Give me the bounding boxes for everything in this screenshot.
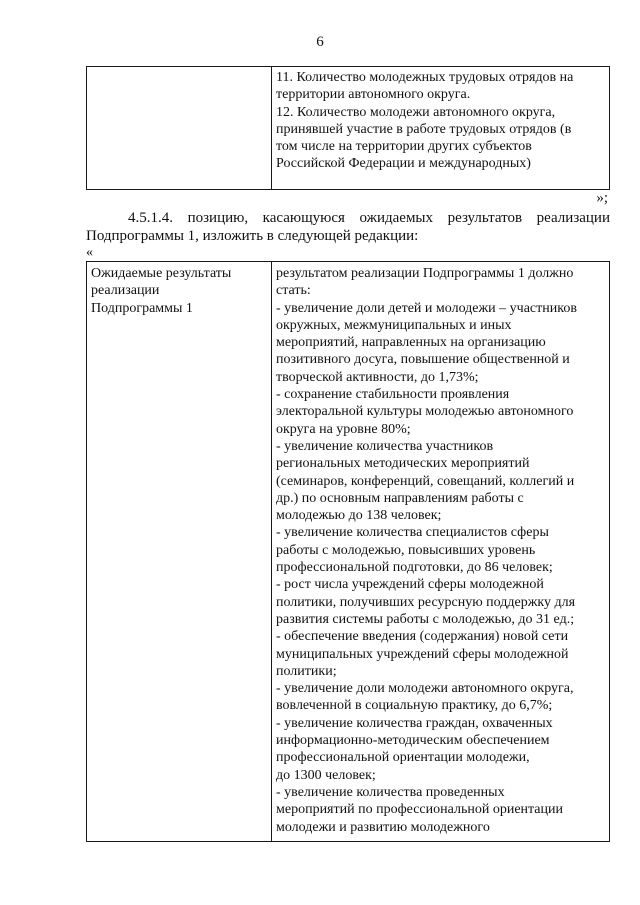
table2-line: - рост числа учреждений сферы молодежной [276,577,544,593]
table2-line: творческой активности, до 1,73%; [276,369,479,385]
table2-line: - сохранение стабильности проявления [276,387,510,403]
table2-left-cell [87,262,272,842]
table2-line: округа на уровне 80%; [276,421,411,437]
table2-line: профессиональной подготовки, до 86 человек; [276,560,553,576]
table2-left-line: реализации [91,283,160,299]
table2-line: (семинаров, конференций, совещаний, коллегий и [276,473,575,489]
table2-line: молодежи и развитию молодежного [276,819,490,835]
table2-line: вовлеченной в социальную практику, до 6,7%; [276,698,553,714]
table2-line: - увеличение доли детей и молодежи – участников [276,300,577,316]
table2-line: стать: [276,283,311,299]
table2-line: - обеспечение введения (содержания) новой сети [276,629,569,645]
table2-line: до 1300 человек; [276,767,376,783]
table2-line: региональных методических мероприятий [276,456,530,472]
table2-line: - увеличение количества проведенных [276,784,505,800]
table1-line: том числе на территории других субъектов [276,139,532,155]
amendment-paragraph [86,209,610,245]
table2-left-line: Ожидаемые результаты [91,266,232,281]
table-row [87,67,610,190]
paragraph-line-1: 4.5.1.4. позицию, касающуюся ожидаемых результатов реализации [128,210,610,226]
table2-line: мероприятий, направленных на организацию [276,335,546,351]
table-row [87,262,610,842]
table2-line: профессиональной ориентации молодежи, [276,750,530,766]
table2-line: политики, получивших ресурсную поддержку для [276,594,576,610]
table1-right-cell [272,67,610,190]
table2-line: молодежью до 138 человек; [276,508,442,524]
paragraph-line-2: Подпрограммы 1, изложить в следующей редакции: [86,228,419,244]
table2-line: др.) по основным направлениям работы с [276,490,524,506]
table2-line: развития системы работы с молодежью, до 31 ед.; [276,611,575,627]
opening-quote: « [86,245,93,260]
table2-line: позитивного досуга, повышение общественной и [276,352,570,368]
closing-quote: »; [596,190,608,206]
table1-line: принявшей участие в работе трудовых отрядов (в [276,121,572,137]
page-number: 6 [316,34,324,50]
table2-line: информационно-методическим обеспечением [276,733,550,749]
table1-line: 12. Количество молодежи автономного округа, [276,104,556,120]
table2-line: мероприятий по профессиональной ориентации [276,802,563,818]
table1-line: 11. Количество молодежных трудовых отрядов на [276,70,574,85]
table1-line: территории автономного округа. [276,87,471,103]
table2-line: - увеличение количества участников [276,438,494,454]
table2-line: политики; [276,663,337,679]
table1-line: Российской Федерации и международных) [276,156,531,172]
indicators-table-continuation [86,66,610,190]
expected-results-table [86,261,610,842]
table2-line: - увеличение количества граждан, охваченных [276,715,553,731]
table2-left-line: Подпрограммы 1 [91,300,193,316]
table2-right-cell [272,262,610,842]
table2-line: - увеличение доли молодежи автономного округа, [276,681,574,697]
table1-left-cell [87,67,272,190]
table2-line: муниципальных учреждений сферы молодежной [276,646,569,662]
table2-line: работы с молодежью, повысивших уровень [276,542,536,558]
table2-line: электоральной культуры молодежью автономного [276,404,574,420]
table2-line: результатом реализации Подпрограммы 1 должно [276,266,574,281]
table2-line: окружных, межмуниципальных и иных [276,317,512,333]
table2-line: - увеличение количества специалистов сферы [276,525,549,541]
